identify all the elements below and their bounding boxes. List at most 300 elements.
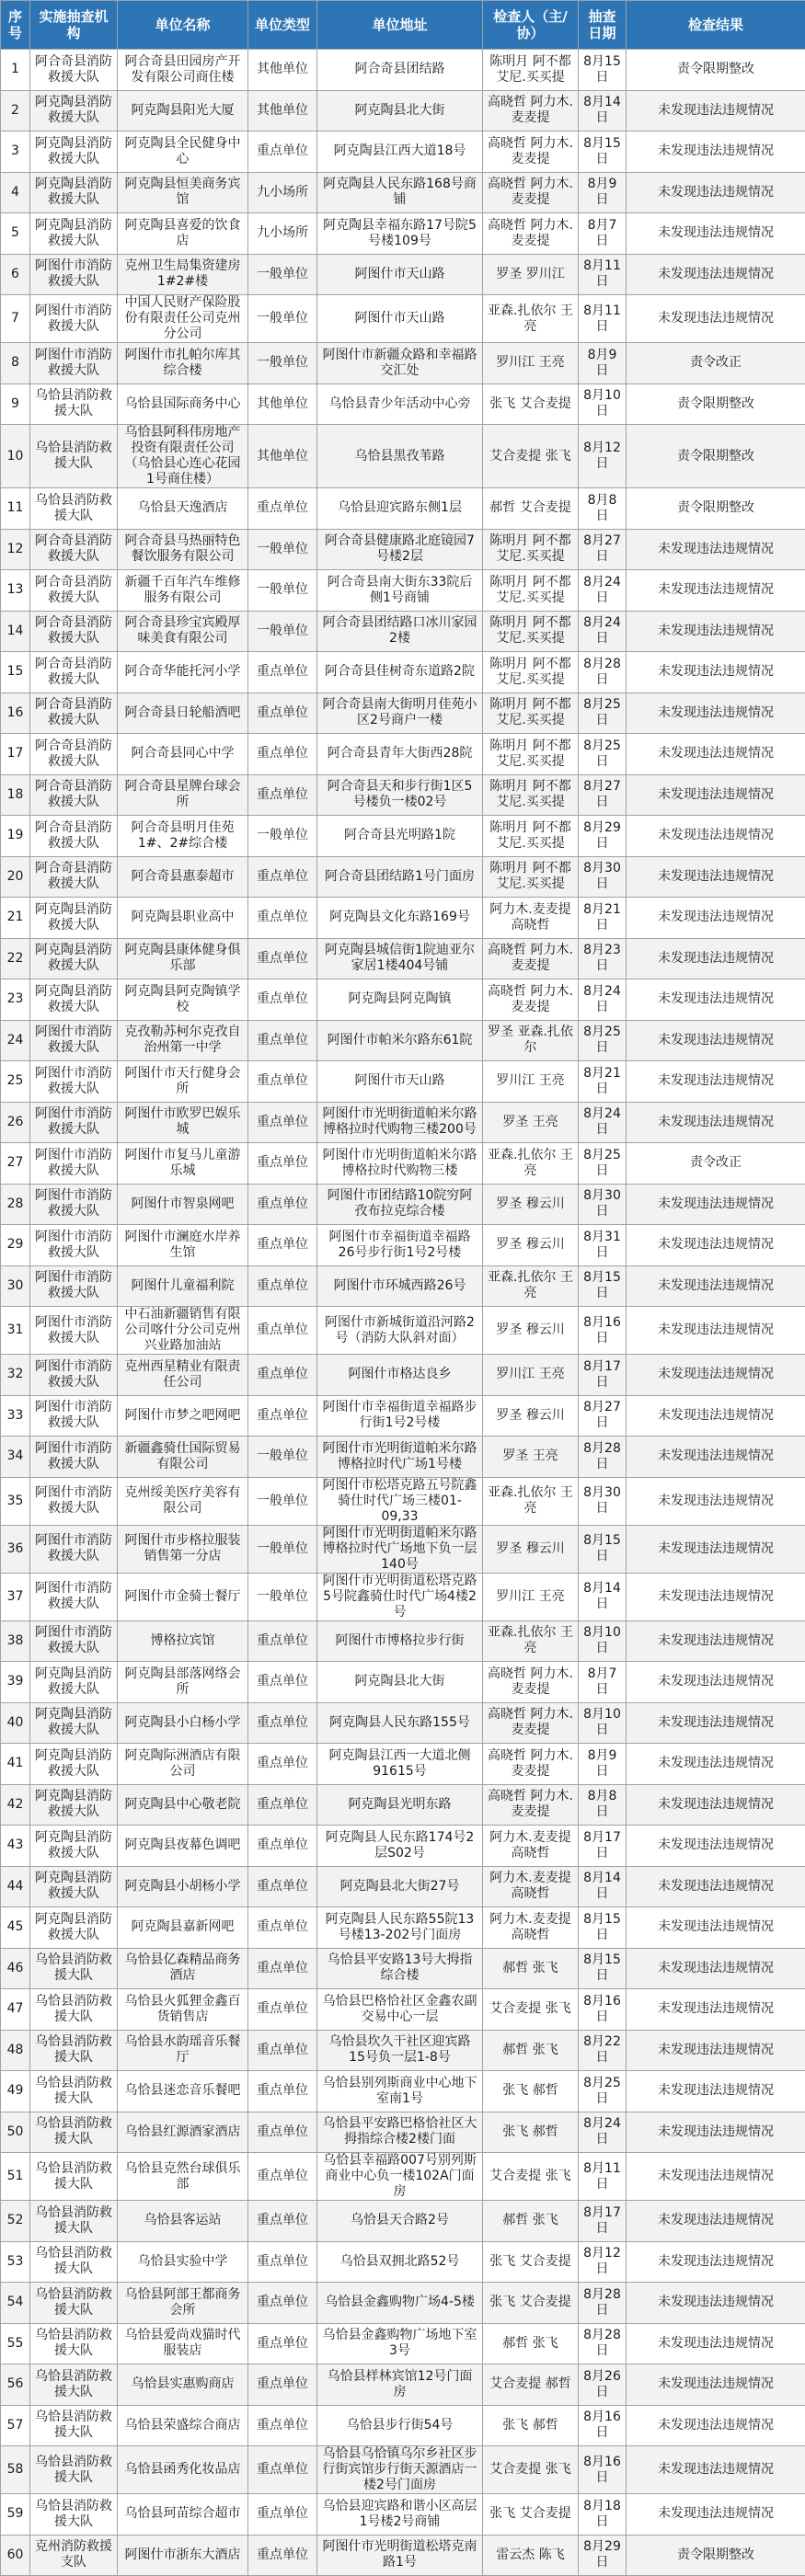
- result-cell: 未发现违法违规情况: [627, 1525, 805, 1573]
- result-cell: 责令限期整改: [627, 488, 805, 530]
- date-cell: 8月7日: [579, 213, 627, 255]
- col-header: 单位地址: [317, 1, 483, 50]
- table-row: [1, 2494, 805, 2536]
- row-number: 41: [1, 1744, 30, 1785]
- row-number: 5: [1, 213, 30, 255]
- agency-cell: 阿合奇县消防救援大队: [30, 529, 118, 570]
- row-number: 33: [1, 1395, 30, 1437]
- row-number: 45: [1, 1907, 30, 1949]
- unit-type-cell: 重点单位: [248, 2283, 317, 2324]
- unit-type-cell: 重点单位: [248, 1744, 317, 1785]
- inspector-cell: 陈明月 阿不都艾尼.买买提: [483, 856, 579, 898]
- date-cell: 8月18日: [579, 2494, 627, 2536]
- row-number: 7: [1, 295, 30, 343]
- table-row: [1, 570, 805, 612]
- agency-cell: 阿合奇县消防救援大队: [30, 50, 118, 91]
- result-cell: 未发现违法违规情况: [627, 1866, 805, 1907]
- unit-type-cell: 重点单位: [248, 2071, 317, 2112]
- col-header: 单位类型: [248, 1, 317, 50]
- unit-type-cell: 重点单位: [248, 2405, 317, 2446]
- date-cell: 8月31日: [579, 1225, 627, 1266]
- inspector-cell: 罗圣 穆云川: [483, 1307, 579, 1355]
- unit-type-cell: 重点单位: [248, 652, 317, 693]
- col-header: 检查人（主/协）: [483, 1, 579, 50]
- unit-type-cell: 重点单位: [248, 693, 317, 734]
- unit-name-cell: 阿合奇县明月佳苑1#、2#综合楼: [118, 816, 248, 857]
- table-row: [1, 2283, 805, 2324]
- agency-cell: 乌恰县消防救援大队: [30, 2201, 118, 2242]
- inspector-cell: 罗圣 穆云川: [483, 1525, 579, 1573]
- unit-type-cell: 九小场所: [248, 172, 317, 213]
- table-row: [1, 1184, 805, 1225]
- inspector-cell: 陈明月 阿不都艾尼.买买提: [483, 774, 579, 816]
- address-cell: 阿克陶县文化东路169号: [317, 898, 483, 939]
- table-row: [1, 1355, 805, 1396]
- address-cell: 阿图什市光明街道松塔克南路1号: [317, 2535, 483, 2576]
- unit-type-cell: 重点单位: [248, 1662, 317, 1703]
- address-cell: 乌恰县金鑫购物广场4-5楼: [317, 2283, 483, 2324]
- agency-cell: 阿克陶县消防救援大队: [30, 1744, 118, 1785]
- date-cell: 8月9日: [579, 172, 627, 213]
- address-cell: 阿图什市光明街道帕米尔路博格拉时代购物三楼: [317, 1143, 483, 1185]
- table-row: [1, 2364, 805, 2406]
- result-cell: 未发现违法违规情况: [627, 2364, 805, 2406]
- inspector-cell: 高晓哲 阿力木.麦麦提: [483, 132, 579, 173]
- row-number: 15: [1, 652, 30, 693]
- unit-name-cell: 克州卫生局集资建房1#2#楼: [118, 254, 248, 295]
- table-row: [1, 488, 805, 530]
- address-cell: 乌恰县样林宾馆12号门面房: [317, 2364, 483, 2406]
- address-cell: 阿克陶县人民东路174号2层S02号: [317, 1826, 483, 1867]
- unit-type-cell: 重点单位: [248, 1307, 317, 1355]
- row-number: 34: [1, 1437, 30, 1478]
- address-cell: 阿克陶县阿克陶镇: [317, 979, 483, 1021]
- agency-cell: 阿克陶县消防救援大队: [30, 172, 118, 213]
- row-number: 1: [1, 50, 30, 91]
- unit-name-cell: 乌恰县红源酒家酒店: [118, 2112, 248, 2153]
- col-header: 检查结果: [627, 1, 805, 50]
- address-cell: 阿图什市幸福街道幸福路26号步行街1号2号楼: [317, 1225, 483, 1266]
- inspector-cell: 陈明月 阿不都艾尼.买买提: [483, 816, 579, 857]
- table-row: [1, 1866, 805, 1907]
- unit-name-cell: 阿克陶县康体健身俱乐部: [118, 938, 248, 979]
- address-cell: 阿合奇县团结路: [317, 50, 483, 91]
- unit-type-cell: 重点单位: [248, 2241, 317, 2283]
- table-row: [1, 213, 805, 255]
- date-cell: 8月27日: [579, 529, 627, 570]
- address-cell: 阿图什市环城西路26号: [317, 1265, 483, 1307]
- result-cell: 未发现违法违规情况: [627, 856, 805, 898]
- row-number: 56: [1, 2364, 30, 2406]
- result-cell: 未发现违法违规情况: [627, 1020, 805, 1061]
- agency-cell: 乌恰县消防救援大队: [30, 2283, 118, 2324]
- unit-type-cell: 重点单位: [248, 1702, 317, 1744]
- date-cell: 8月30日: [579, 1184, 627, 1225]
- unit-type-cell: 重点单位: [248, 1265, 317, 1307]
- date-cell: 8月23日: [579, 938, 627, 979]
- row-number: 20: [1, 856, 30, 898]
- inspector-cell: 郝哲 艾合麦提: [483, 488, 579, 530]
- unit-type-cell: 重点单位: [248, 898, 317, 939]
- unit-type-cell: 一般单位: [248, 816, 317, 857]
- table-row: [1, 172, 805, 213]
- date-cell: 8月17日: [579, 1826, 627, 1867]
- row-number: 57: [1, 2405, 30, 2446]
- date-cell: 8月24日: [579, 570, 627, 612]
- agency-cell: 阿克陶县消防救援大队: [30, 898, 118, 939]
- agency-cell: 阿图什市消防救援大队: [30, 1437, 118, 1478]
- table-row: [1, 384, 805, 425]
- agency-cell: 阿克陶县消防救援大队: [30, 132, 118, 173]
- result-cell: 未发现违法违规情况: [627, 90, 805, 132]
- inspector-cell: 罗圣 罗川江: [483, 254, 579, 295]
- date-cell: 8月11日: [579, 254, 627, 295]
- table-row: [1, 1061, 805, 1103]
- table-row: [1, 1702, 805, 1744]
- row-number: 35: [1, 1477, 30, 1525]
- row-number: 48: [1, 2030, 30, 2071]
- row-number: 50: [1, 2112, 30, 2153]
- date-cell: 8月24日: [579, 2112, 627, 2153]
- unit-type-cell: 其他单位: [248, 90, 317, 132]
- inspector-cell: 亚森.扎依尔 王亮: [483, 1265, 579, 1307]
- agency-cell: 阿图什市消防救援大队: [30, 1102, 118, 1143]
- col-header: 序号: [1, 1, 30, 50]
- agency-cell: 阿图什市消防救援大队: [30, 1525, 118, 1573]
- unit-name-cell: 阿图什市扎帕尔库其综合楼: [118, 343, 248, 384]
- result-cell: 未发现违法违规情况: [627, 1437, 805, 1478]
- date-cell: 8月8日: [579, 1784, 627, 1826]
- unit-type-cell: 重点单位: [248, 938, 317, 979]
- header-row: [1, 1, 805, 50]
- table-row: [1, 2112, 805, 2153]
- agency-cell: 阿图什市消防救援大队: [30, 1020, 118, 1061]
- date-cell: 8月15日: [579, 1525, 627, 1573]
- row-number: 13: [1, 570, 30, 612]
- result-cell: 未发现违法违规情况: [627, 1061, 805, 1103]
- date-cell: 8月9日: [579, 1744, 627, 1785]
- agency-cell: 乌恰县消防救援大队: [30, 2153, 118, 2201]
- col-header: 单位名称: [118, 1, 248, 50]
- agency-cell: 乌恰县消防救援大队: [30, 2030, 118, 2071]
- unit-name-cell: 乌恰县爱尚戏猫时代服装店: [118, 2323, 248, 2364]
- unit-name-cell: 阿合奇县珍宝宾殿厚味美食有限公司: [118, 611, 248, 652]
- inspector-cell: 亚森.扎依尔 王亮: [483, 1620, 579, 1662]
- table-row: [1, 1662, 805, 1703]
- table-row: [1, 1573, 805, 1620]
- row-number: 54: [1, 2283, 30, 2324]
- unit-type-cell: 重点单位: [248, 734, 317, 775]
- result-cell: 责令限期整改: [627, 425, 805, 488]
- address-cell: 乌恰县步行街54号: [317, 2405, 483, 2446]
- unit-name-cell: 乌恰县函秀化妆品店: [118, 2446, 248, 2494]
- result-cell: 未发现违法违规情况: [627, 1662, 805, 1703]
- agency-cell: 乌恰县消防救援大队: [30, 1989, 118, 2031]
- date-cell: 8月30日: [579, 1477, 627, 1525]
- result-cell: 责令改正: [627, 343, 805, 384]
- date-cell: 8月16日: [579, 1989, 627, 2031]
- unit-type-cell: 重点单位: [248, 2446, 317, 2494]
- unit-name-cell: 乌恰县客运站: [118, 2201, 248, 2242]
- table-row: [1, 90, 805, 132]
- inspector-cell: 阿力木.麦麦提 高晓哲: [483, 1866, 579, 1907]
- result-cell: 未发现违法违规情况: [627, 652, 805, 693]
- table-row: [1, 652, 805, 693]
- agency-cell: 阿克陶县消防救援大队: [30, 1907, 118, 1949]
- date-cell: 8月10日: [579, 1620, 627, 1662]
- unit-name-cell: 阿克陶际洲酒店有限公司: [118, 1744, 248, 1785]
- inspector-cell: 陈明月 阿不都艾尼.买买提: [483, 611, 579, 652]
- row-number: 47: [1, 1989, 30, 2031]
- unit-type-cell: 重点单位: [248, 2153, 317, 2201]
- date-cell: 8月16日: [579, 2405, 627, 2446]
- result-cell: 责令限期整改: [627, 384, 805, 425]
- unit-name-cell: 克州西星精业有限责任公司: [118, 1355, 248, 1396]
- unit-name-cell: 乌恰县国际商务中心: [118, 384, 248, 425]
- row-number: 32: [1, 1355, 30, 1396]
- table-row: [1, 1143, 805, 1185]
- table-row: [1, 1907, 805, 1949]
- address-cell: 阿合奇县团结路口冰川家园2楼: [317, 611, 483, 652]
- inspector-cell: 罗川江 王亮: [483, 1355, 579, 1396]
- inspector-cell: 罗圣 王亮: [483, 1437, 579, 1478]
- unit-type-cell: 其他单位: [248, 384, 317, 425]
- unit-name-cell: 阿图什市梦之吧网吧: [118, 1395, 248, 1437]
- unit-name-cell: 阿图什市澜庭水岸养生馆: [118, 1225, 248, 1266]
- inspector-cell: 陈明月 阿不都艾尼.买买提: [483, 734, 579, 775]
- result-cell: 未发现违法违规情况: [627, 172, 805, 213]
- unit-name-cell: 阿合奇华能托河小学: [118, 652, 248, 693]
- date-cell: 8月10日: [579, 384, 627, 425]
- agency-cell: 阿合奇县消防救援大队: [30, 570, 118, 612]
- date-cell: 8月8日: [579, 488, 627, 530]
- table-row: [1, 1307, 805, 1355]
- result-cell: 未发现违法违规情况: [627, 2153, 805, 2201]
- date-cell: 8月14日: [579, 1573, 627, 1620]
- inspector-cell: 亚森.扎依尔 王亮: [483, 295, 579, 343]
- date-cell: 8月15日: [579, 50, 627, 91]
- unit-type-cell: 重点单位: [248, 1826, 317, 1867]
- inspector-cell: 阿力木.麦麦提 高晓哲: [483, 1826, 579, 1867]
- row-number: 17: [1, 734, 30, 775]
- table-row: [1, 979, 805, 1021]
- inspector-cell: 罗川江 王亮: [483, 1061, 579, 1103]
- unit-name-cell: 乌恰县天逸酒店: [118, 488, 248, 530]
- address-cell: 乌恰县巴格恰社区金鑫农副交易中心一层: [317, 1989, 483, 2031]
- agency-cell: 乌恰县消防救援大队: [30, 2364, 118, 2406]
- table-row: [1, 1744, 805, 1785]
- address-cell: 阿合奇县佳树奇东道路2院: [317, 652, 483, 693]
- inspector-cell: 陈明月 阿不都艾尼.买买提: [483, 570, 579, 612]
- address-cell: 乌恰县迎宾路东侧1层: [317, 488, 483, 530]
- table-row: [1, 1525, 805, 1573]
- inspector-cell: 罗圣 亚森.扎依尔: [483, 1020, 579, 1061]
- agency-cell: 阿图什市消防救援大队: [30, 1225, 118, 1266]
- unit-type-cell: 重点单位: [248, 1184, 317, 1225]
- row-number: 8: [1, 343, 30, 384]
- result-cell: 未发现违法违规情况: [627, 254, 805, 295]
- result-cell: 未发现违法违规情况: [627, 938, 805, 979]
- table-row: [1, 1437, 805, 1478]
- unit-name-cell: 乌恰县迷恋音乐餐吧: [118, 2071, 248, 2112]
- date-cell: 8月16日: [579, 2446, 627, 2494]
- address-cell: 乌恰县天合路2号: [317, 2201, 483, 2242]
- result-cell: 未发现违法违规情况: [627, 1102, 805, 1143]
- address-cell: 乌恰县平安路巴格恰社区大拇指综合楼2楼门面: [317, 2112, 483, 2153]
- unit-name-cell: 阿合奇县星牌台球会所: [118, 774, 248, 816]
- agency-cell: 阿克陶县消防救援大队: [30, 1826, 118, 1867]
- address-cell: 阿克陶县江西大道18号: [317, 132, 483, 173]
- table-row: [1, 1102, 805, 1143]
- row-number: 42: [1, 1784, 30, 1826]
- table-row: [1, 295, 805, 343]
- inspector-cell: 高晓哲 阿力木.麦麦提: [483, 938, 579, 979]
- unit-type-cell: 重点单位: [248, 1143, 317, 1185]
- unit-type-cell: 九小场所: [248, 213, 317, 255]
- unit-type-cell: 重点单位: [248, 979, 317, 1021]
- agency-cell: 阿合奇县消防救援大队: [30, 816, 118, 857]
- row-number: 3: [1, 132, 30, 173]
- address-cell: 乌恰县平安路13号大拇指综合楼: [317, 1948, 483, 1989]
- table-row: [1, 611, 805, 652]
- agency-cell: 阿图什市消防救援大队: [30, 295, 118, 343]
- agency-cell: 克州消防救援支队: [30, 2535, 118, 2576]
- unit-name-cell: 阿克陶县阿克陶镇学校: [118, 979, 248, 1021]
- address-cell: 乌恰县迎宾路和谐小区高层1号楼2号商铺: [317, 2494, 483, 2536]
- inspector-cell: 郝哲 张飞: [483, 1948, 579, 1989]
- unit-type-cell: 重点单位: [248, 2112, 317, 2153]
- unit-type-cell: 重点单位: [248, 1989, 317, 2031]
- result-cell: 未发现违法违规情况: [627, 132, 805, 173]
- inspector-cell: 高晓哲 阿力木.麦麦提: [483, 1744, 579, 1785]
- inspector-cell: 艾合麦提 张飞: [483, 425, 579, 488]
- unit-type-cell: 一般单位: [248, 611, 317, 652]
- result-cell: 未发现违法违规情况: [627, 1907, 805, 1949]
- agency-cell: 乌恰县消防救援大队: [30, 1948, 118, 1989]
- date-cell: 8月29日: [579, 816, 627, 857]
- row-number: 44: [1, 1866, 30, 1907]
- agency-cell: 阿图什市消防救援大队: [30, 1265, 118, 1307]
- table-row: [1, 1784, 805, 1826]
- date-cell: 8月28日: [579, 2323, 627, 2364]
- agency-cell: 阿克陶县消防救援大队: [30, 1702, 118, 1744]
- row-number: 60: [1, 2535, 30, 2576]
- date-cell: 8月9日: [579, 343, 627, 384]
- unit-name-cell: 阿图什市欧罗巴娱乐城: [118, 1102, 248, 1143]
- unit-name-cell: 乌恰县克然台球俱乐部: [118, 2153, 248, 2201]
- address-cell: 阿图什市松塔克路五号院鑫骑仕时代广场三楼01-09,33: [317, 1477, 483, 1525]
- inspector-cell: 张飞 郝哲: [483, 2112, 579, 2153]
- address-cell: 阿图什市新疆众路和幸福路交汇处: [317, 343, 483, 384]
- unit-type-cell: 重点单位: [248, 2323, 317, 2364]
- unit-type-cell: 重点单位: [248, 1784, 317, 1826]
- inspector-cell: 陈明月 阿不都艾尼.买买提: [483, 652, 579, 693]
- inspector-cell: 罗圣 王亮: [483, 1102, 579, 1143]
- unit-name-cell: 阿克陶县喜爱的饮食店: [118, 213, 248, 255]
- table-row: [1, 2071, 805, 2112]
- inspector-cell: 高晓哲 阿力木.麦麦提: [483, 172, 579, 213]
- row-number: 18: [1, 774, 30, 816]
- agency-cell: 阿合奇县消防救援大队: [30, 652, 118, 693]
- inspector-cell: 高晓哲 阿力木.麦麦提: [483, 1702, 579, 1744]
- date-cell: 8月26日: [579, 2364, 627, 2406]
- result-cell: 未发现违法违规情况: [627, 2494, 805, 2536]
- unit-type-cell: 重点单位: [248, 2535, 317, 2576]
- unit-type-cell: 重点单位: [248, 1866, 317, 1907]
- date-cell: 8月16日: [579, 1307, 627, 1355]
- unit-name-cell: 阿克陶县部落网络会所: [118, 1662, 248, 1703]
- unit-name-cell: 乌恰县火狐狸金鑫百货销售店: [118, 1989, 248, 2031]
- agency-cell: 阿图什市消防救援大队: [30, 1573, 118, 1620]
- result-cell: 未发现违法违规情况: [627, 1948, 805, 1989]
- agency-cell: 阿合奇县消防救援大队: [30, 856, 118, 898]
- address-cell: 阿合奇县南大街东33院后侧1号商铺: [317, 570, 483, 612]
- unit-type-cell: 重点单位: [248, 132, 317, 173]
- row-number: 16: [1, 693, 30, 734]
- table-row: [1, 529, 805, 570]
- unit-name-cell: 阿克陶县阳光大厦: [118, 90, 248, 132]
- unit-name-cell: 乌恰县阿部王都商务会所: [118, 2283, 248, 2324]
- unit-type-cell: 重点单位: [248, 2494, 317, 2536]
- unit-type-cell: 一般单位: [248, 1573, 317, 1620]
- date-cell: 8月17日: [579, 2201, 627, 2242]
- row-number: 40: [1, 1702, 30, 1744]
- result-cell: 未发现违法违规情况: [627, 2323, 805, 2364]
- unit-type-cell: 一般单位: [248, 343, 317, 384]
- unit-name-cell: 阿图什市智泉网吧: [118, 1184, 248, 1225]
- row-number: 43: [1, 1826, 30, 1867]
- inspector-cell: 艾合麦提 张飞: [483, 2153, 579, 2201]
- address-cell: 阿图什市光明街道帕米尔路博格拉时代购物三楼200号: [317, 1102, 483, 1143]
- address-cell: 阿克陶县人民东路155号: [317, 1702, 483, 1744]
- address-cell: 阿图什市幸福街道幸福路步行街1号2号楼: [317, 1395, 483, 1437]
- unit-type-cell: 一般单位: [248, 254, 317, 295]
- unit-name-cell: 阿合奇县同心中学: [118, 734, 248, 775]
- unit-name-cell: 新疆鑫骑仕国际贸易有限公司: [118, 1437, 248, 1478]
- inspector-cell: 陈明月 阿不都艾尼.买买提: [483, 529, 579, 570]
- inspector-cell: 陈明月 阿不都艾尼.买买提: [483, 50, 579, 91]
- address-cell: 阿图什市博格拉步行街: [317, 1620, 483, 1662]
- row-number: 25: [1, 1061, 30, 1103]
- result-cell: 未发现违法违规情况: [627, 2071, 805, 2112]
- unit-name-cell: 阿合奇县马热丽特色餐饮服务有限公司: [118, 529, 248, 570]
- unit-name-cell: 克州绥美医疗美容有限公司: [118, 1477, 248, 1525]
- date-cell: 8月25日: [579, 1020, 627, 1061]
- row-number: 58: [1, 2446, 30, 2494]
- unit-type-cell: 重点单位: [248, 1020, 317, 1061]
- table-row: [1, 1826, 805, 1867]
- row-number: 2: [1, 90, 30, 132]
- unit-type-cell: 重点单位: [248, 774, 317, 816]
- inspector-cell: 罗圣 穆云川: [483, 1184, 579, 1225]
- date-cell: 8月28日: [579, 2283, 627, 2324]
- date-cell: 8月25日: [579, 1143, 627, 1185]
- address-cell: 阿图什市天山路: [317, 1061, 483, 1103]
- result-cell: 未发现违法违规情况: [627, 2030, 805, 2071]
- inspector-cell: 张飞 艾合麦提: [483, 2241, 579, 2283]
- unit-type-cell: 重点单位: [248, 1395, 317, 1437]
- inspector-cell: 艾合麦提 张飞: [483, 2446, 579, 2494]
- unit-type-cell: 一般单位: [248, 1477, 317, 1525]
- unit-name-cell: 阿合奇县惠泰超市: [118, 856, 248, 898]
- address-cell: 阿图什市新城街道沿河路2号（消防大队斜对面）: [317, 1307, 483, 1355]
- date-cell: 8月28日: [579, 1437, 627, 1478]
- inspector-cell: 罗川江 王亮: [483, 1573, 579, 1620]
- inspector-cell: 张飞 郝哲: [483, 2405, 579, 2446]
- inspector-cell: 高晓哲 阿力木.麦麦提: [483, 90, 579, 132]
- unit-name-cell: 阿克陶县全民健身中心: [118, 132, 248, 173]
- agency-cell: 乌恰县消防救援大队: [30, 2071, 118, 2112]
